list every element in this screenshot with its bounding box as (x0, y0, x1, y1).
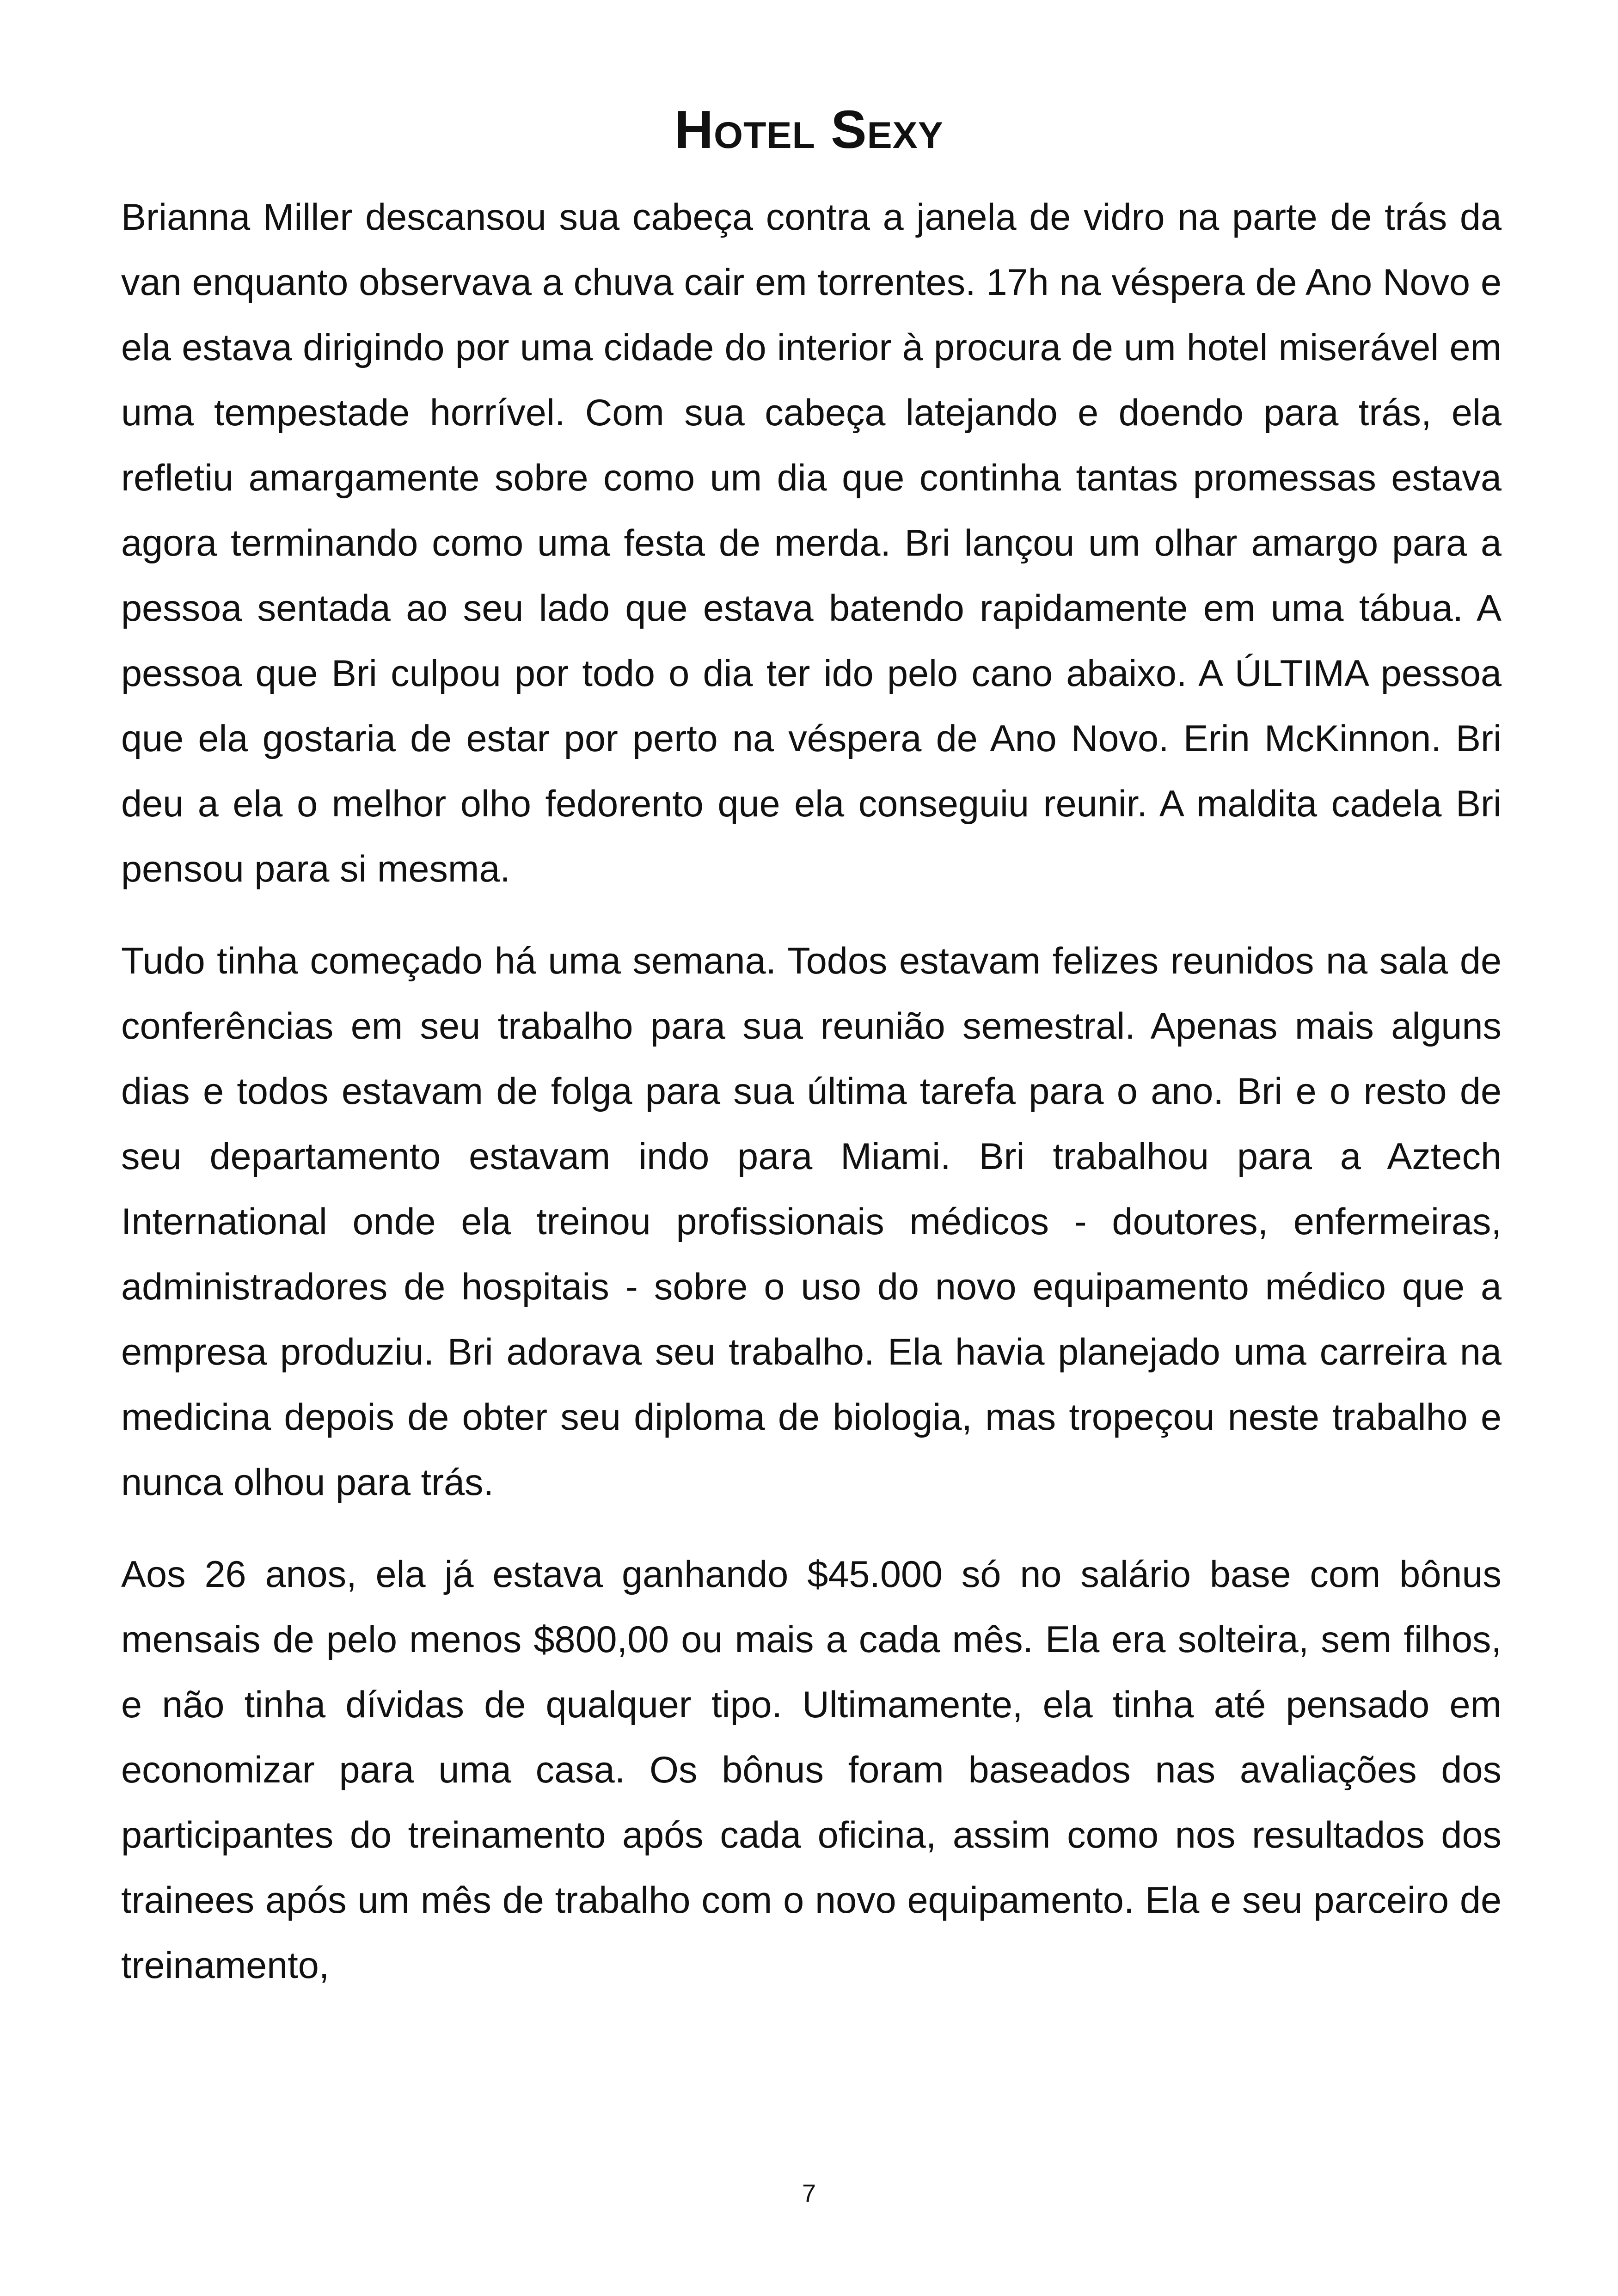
body-text (121, 185, 1502, 2025)
paragraph-1: Brianna Miller descansou sua cabeça contra a janela de vidro na parte de trás da van enquanto observava a chuva cair em torrentes. 17h na véspera de Ano Novo e ela estava dirigindo por uma cidade do interior à procura de um hotel miserável em uma tempestade horrível. Com sua cabeça latejando e doendo para trás, ela refletiu amargamente sobre como um dia que continha tantas promessas estava agora terminando como uma festa de merda. Bri lançou um olhar amargo para a pessoa sentada ao seu lado que estava batendo rapidamente em uma tábua. A pessoa que Bri culpou por todo o dia ter ido pelo cano abaixo. A ÚLTIMA pessoa que ela gostaria de estar por perto na véspera de Ano Novo. Erin McKinnon. Bri deu a ela o melhor olho fedorento que ela conseguiu reunir. A maldita cadela Bri pensou para si mesma. (121, 196, 1502, 890)
page-number: 7 (802, 2180, 816, 2207)
paragraph-3: Aos 26 anos, ela já estava ganhando $45.000 só no salário base com bônus mensais de pelo menos $800,00 ou mais a cada mês. Ela era solteira, sem filhos, e não tinha dívidas de qualquer tipo. Ultimamente, ela tinha até pensado em economizar para uma casa. Os bônus foram baseados nas avaliações dos participantes do treinamento após cada oficina, assim como nos resultados dos trainees após um mês de trabalho com o novo equipamento. Ela e seu parceiro de treinamento, (121, 1554, 1502, 1986)
chapter-title: Hotel Sexy (674, 99, 944, 159)
paragraph-2: Tudo tinha começado há uma semana. Todos estavam felizes reunidos na sala de conferências em seu trabalho para sua reunião semestral. Apenas mais alguns dias e todos estavam de folga para sua última tarefa para o ano. Bri e o resto de seu departamento estavam indo para Miami. Bri trabalhou para a Aztech International onde ela treinou profissionais médicos - doutores, enfermeiras, administradores de hospitais - sobre o uso do novo equipamento médico que a empresa produziu. Bri adorava seu trabalho. Ela havia planejado uma carreira na medicina depois de obter seu diploma de biologia, mas tropeçou neste trabalho e nunca olhou para trás. (121, 940, 1502, 1503)
